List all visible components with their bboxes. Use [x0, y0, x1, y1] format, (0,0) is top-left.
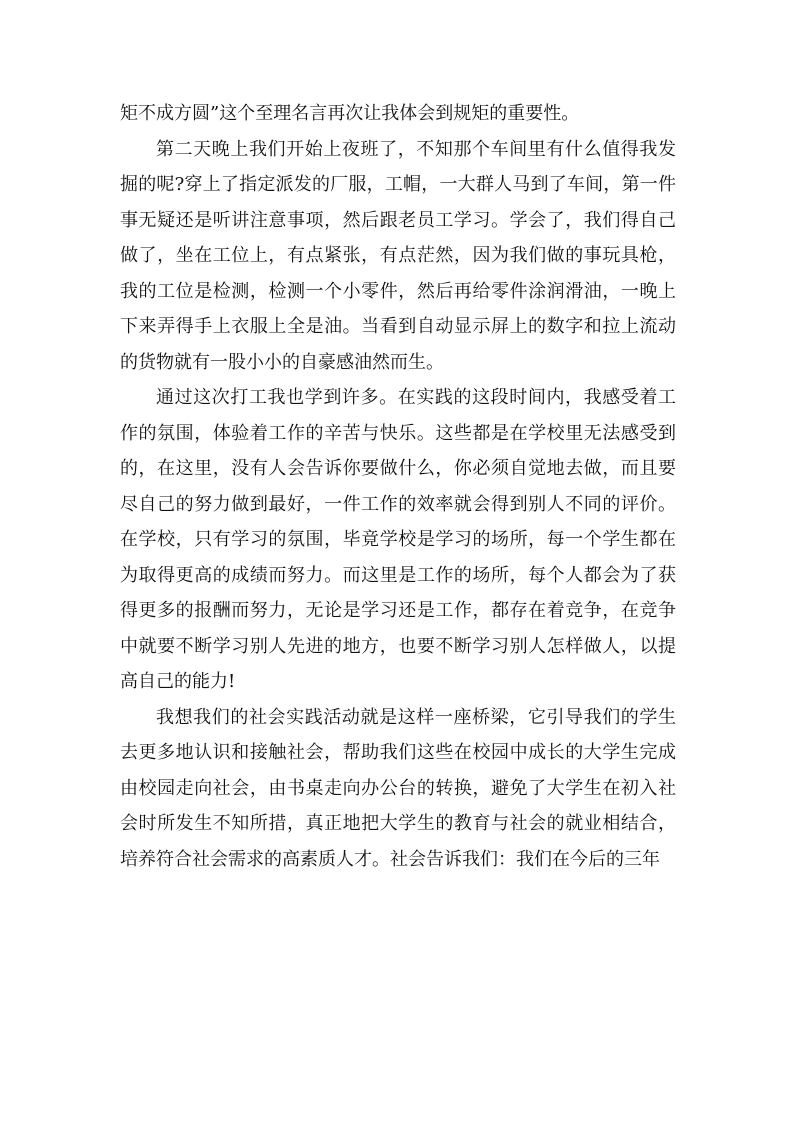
- paragraph-1: 矩不成方圆”这个至理名言再次让我体会到规矩的重要性。: [120, 103, 580, 124]
- paragraph-2: 第二天晚上我们开始上夜班了，不知那个车间里有什么值得我发掘的呢?穿上了指定派发的厂服，工帽，一大群人马到了车间，第一件事无疑还是听讲注意事项，然后跟老员工学习。学会了，我们得自己做了，坐在工位上，有点紧张，有点茫然，因为我们做的事玩具枪，我的工位是检测，检测一个小零件，然后再给零件涂润滑油，一晚上下来弄得手上衣服上全是油。当看到自动显示屏上的数字和拉上流动的货物就有一股小小的自豪感油然而生。: [120, 138, 676, 373]
- document-body: [120, 96, 676, 877]
- paragraph-3: 通过这次打工我也学到许多。在实践的这段时间内，我感受着工作的氛围，体验着工作的辛苦与快乐。这些都是在学校里无法感受到的，在这里，没有人会告诉你要做什么，你必须自觉地去做，而且要尽自己的努力做到最好，一件工作的效率就会得到别人不同的评价。在学校，只有学习的氛围，毕竟学校是学习的场所，每一个学生都在为取得更高的成绩而努力。而这里是工作的场所，每个人都会为了获得更多的报酬而努力，无论是学习还是工作，都存在着竞争，在竞争中就要不断学习别人先进的地方，也要不断学习别人怎样做人，以提高自己的能力!: [120, 387, 676, 692]
- paragraph-4: 我想我们的社会实践活动就是这样一座桥梁，它引导我们的学生去更多地认识和接触社会，帮助我们这些在校园中成长的大学生完成由校园走向社会，由书桌走向办公台的转换，避免了大学生在初入社会时所发生不知所措，真正地把大学生的教育与社会的就业相结合，培养符合社会需求的高素质人才。社会告诉我们：我们在今后的三年: [120, 706, 676, 870]
